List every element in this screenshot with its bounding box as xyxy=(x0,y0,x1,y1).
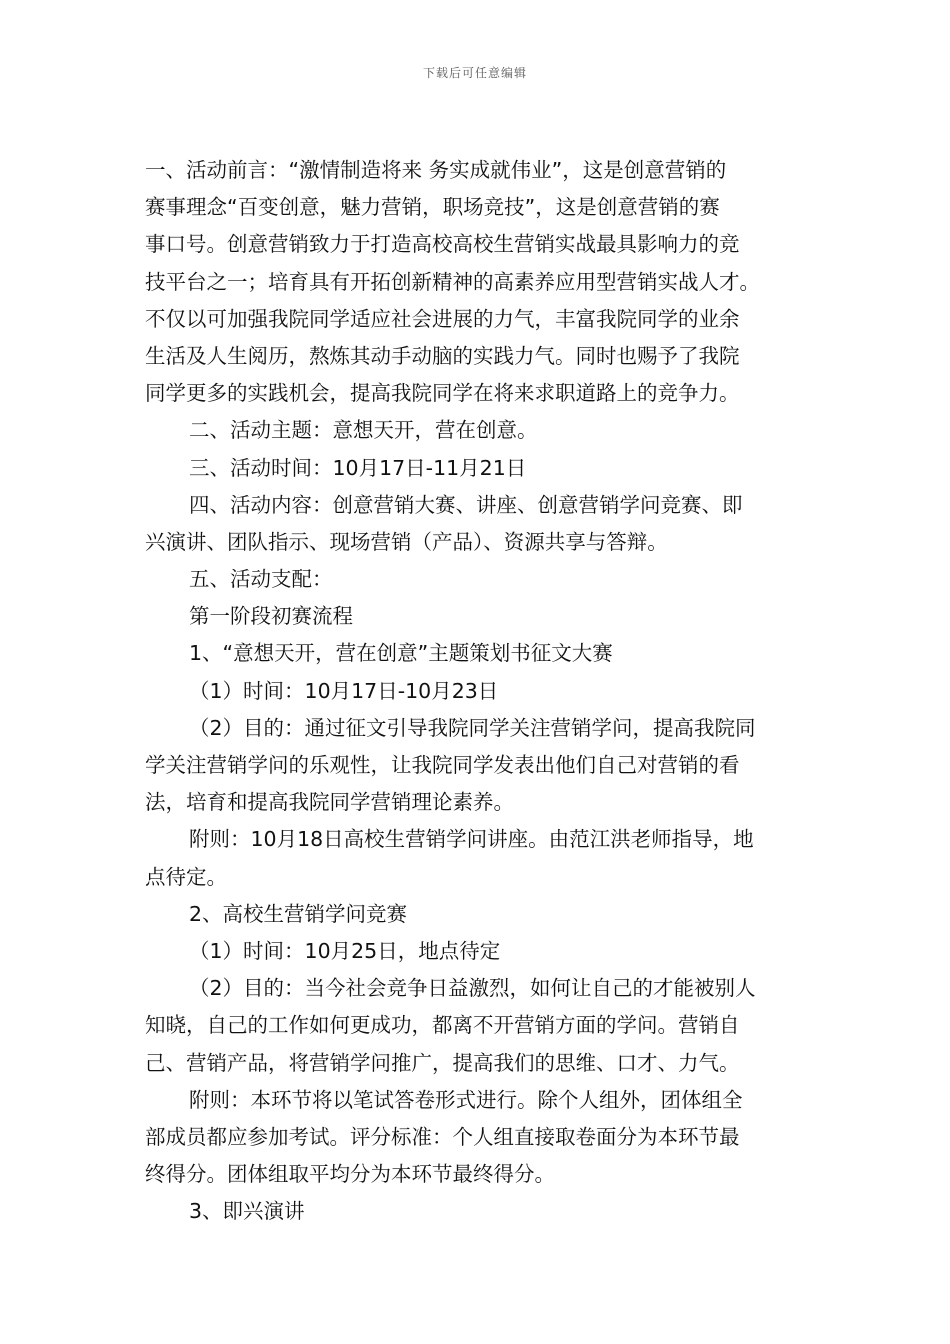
note-line: 附则：本环节将以笔试答卷形式进行。除个人组外，团体组全 xyxy=(189,1087,743,1112)
text-line: 同学更多的实践机会，提高我院同学在将来求职道路上的竞争力。 xyxy=(145,381,740,406)
text-line: 一、活动前言：“激情制造将来 务实成就伟业”，这是创意营销的 xyxy=(145,158,727,182)
text-line: 技平台之一；培育具有开拓创新精神的高素养应用型营销实战人才。 xyxy=(145,269,760,294)
text-line: 部成员都应参加考试。评分标准：个人组直接取卷面分为本环节最 xyxy=(145,1124,740,1149)
text-line: 不仅以可加强我院同学适应社会进展的力气，丰富我院同学的业余 xyxy=(145,306,740,331)
note-line: 附则：10月18日高校生营销学问讲座。由范江洪老师指导，地 xyxy=(189,827,754,852)
text-line: 终得分。团体组取平均分为本环节最终得分。 xyxy=(145,1162,555,1187)
sub-item: （2）目的：通过征文引导我院同学关注营销学问，提高我院同 xyxy=(189,715,756,740)
page-header: 下载后可任意编辑 xyxy=(422,66,527,80)
text-line: 学关注营销学问的乐观性，让我院同学发表出他们自己对营销的看 xyxy=(145,753,740,777)
text-line: 法，培育和提高我院同学营销理论素养。 xyxy=(145,790,514,815)
text-line: 生活及人生阅历，熬炼其动手动脑的实践力气。同时也赐予了我院 xyxy=(145,343,740,368)
sub-item: （2）目的：当今社会竞争日益激烈，如何让自己的才能被别人 xyxy=(189,976,756,1001)
section-heading: 五、活动支配： xyxy=(189,567,333,592)
text-line: 兴演讲、团队指示、现场营销（产品）、资源共享与答辩。 xyxy=(145,529,668,554)
item-heading: 2、高校生营销学问竞赛 xyxy=(189,901,408,926)
item-heading: 1、“意想天开，营在创意”主题策划书征文大赛 xyxy=(189,641,613,666)
text-line: 己、营销产品，将营销学问推广，提高我们的思维、口才、力气。 xyxy=(145,1050,740,1075)
item-heading: 3、即兴演讲 xyxy=(189,1199,305,1224)
text-line: 知晓，自己的工作如何更成功，都离不开营销方面的学问。营销自 xyxy=(145,1013,740,1038)
section-heading: 三、活动时间：10月17日-11月21日 xyxy=(189,455,527,480)
section-heading: 二、活动主题：意想天开，营在创意。 xyxy=(189,418,538,443)
document-body xyxy=(145,152,810,1230)
section-heading: 四、活动内容：创意营销大赛、讲座、创意营销学问竞赛、即 xyxy=(189,492,743,517)
stage-heading: 第一阶段初赛流程 xyxy=(189,604,353,629)
text-line: 事口号。创意营销致力于打造高校高校生营销实战最具影响力的竞 xyxy=(145,232,740,257)
sub-item: （1）时间：10月25日，地点待定 xyxy=(189,938,501,963)
text-line: 点待定。 xyxy=(145,864,227,889)
text-line: 赛事理念“百变创意，魅力营销，职场竞技”，这是创意营销的赛 xyxy=(145,195,720,220)
sub-item: （1）时间：10月17日-10月23日 xyxy=(189,678,499,703)
